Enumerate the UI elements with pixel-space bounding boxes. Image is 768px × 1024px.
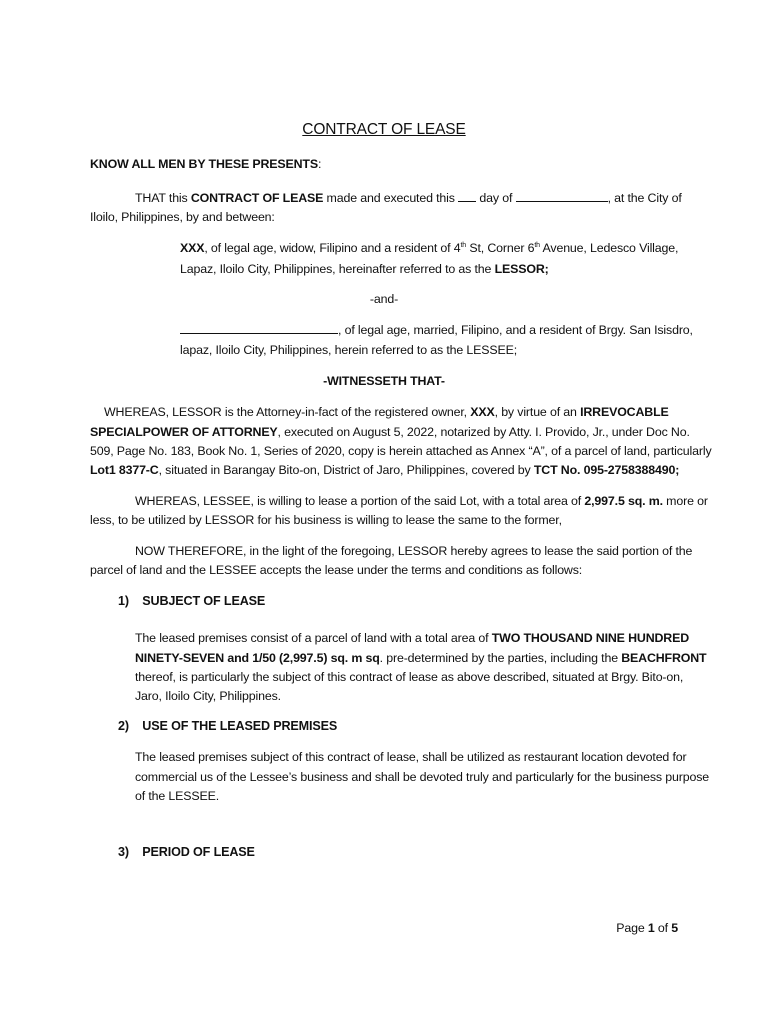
intro-line-1: THAT this CONTRACT OF LEASE made and executed this day of , at the City of [135,191,682,205]
month-blank [516,190,608,202]
lessee-name-blank [180,322,338,334]
whereas-2-line-2: less, to be utilized by LESSOR for his business is willing to lease the same to the former, [90,513,562,527]
know-all-heading: KNOW ALL MEN BY THESE PRESENTS: [90,157,322,171]
section-1-line-4: Jaro, Iloilo City, Philippines. [135,689,281,703]
section-1-line-1: The leased premises consist of a parcel of land with a total area of TWO THOUSAND NINE HUNDRED [135,631,689,645]
section-3-heading: 3) PERIOD OF LEASE [118,845,255,859]
section-1-line-3: thereof, is particularly the subject of this contract of lease as above described, situated at Brgy. Bito-on, [135,670,684,684]
whereas-1-line-3: 509, Page No. 183, Book No. 1, Series of 2020, copy is herein attached as Annex “A”, of a parcel of land, particularly [90,444,712,458]
lessor-line-2: Lapaz, Iloilo City, Philippines, hereinafter referred to as the LESSOR; [180,262,549,276]
lessor-line-1: XXX, of legal age, widow, Filipino and a resident of 4th St, Corner 6th Avenue, Ledesco Village, [180,241,679,255]
day-blank [458,190,476,202]
witnesseth-heading: -WITNESSETH THAT- [323,374,445,388]
whereas-1-line-1: WHEREAS, LESSOR is the Attorney-in-fact of the registered owner, XXX, by virtue of an IRREVOCABLE [104,405,669,419]
and-separator: -and- [369,292,399,306]
whereas-1-line-2: SPECIALPOWER OF ATTORNEY, executed on August 5, 2022, notarized by Atty. I. Provido, Jr., under Doc No. [90,425,690,439]
now-therefore-line-2: parcel of land and the LESSEE accepts the lease under the terms and conditions as follows: [90,563,583,577]
whereas-1-line-4: Lot1 8377-C, situated in Barangay Bito-on, District of Jaro, Philippines, covered by TCT No. 095-2758388490; [90,463,680,477]
lessee-line-1: , of legal age, married, Filipino, and a resident of Brgy. San Isisdro, [180,322,693,337]
page-number-footer: Page 1 of 5 [616,921,678,935]
section-2-heading: 2) USE OF THE LEASED PREMISES [118,719,338,733]
now-therefore-line-1: NOW THEREFORE, in the light of the foregoing, LESSOR hereby agrees to lease the said portion of the [135,544,693,558]
section-1-line-2: NINETY-SEVEN and 1/50 (2,997.5) sq. m sq. pre-determined by the parties, including the BEACHFRONT [135,651,707,665]
intro-line-2: Iloilo, Philippines, by and between: [90,210,275,224]
document-title: CONTRACT OF LEASE [302,121,466,138]
whereas-2-line-1: WHEREAS, LESSEE, is willing to lease a portion of the said Lot, with a total area of 2,997.5 sq. m. more or [135,494,708,508]
section-2-line-2: commercial us of the Lessee’s business and shall be devoted truly and particularly for the business purpose [135,770,709,784]
section-2-line-3: of the LESSEE. [135,789,219,803]
lessee-line-2: lapaz, Iloilo City, Philippines, herein referred to as the LESSEE; [180,343,517,357]
section-1-heading: 1) SUBJECT OF LEASE [118,594,266,608]
section-2-line-1: The leased premises subject of this contract of lease, shall be utilized as restaurant location devoted for [135,750,687,764]
